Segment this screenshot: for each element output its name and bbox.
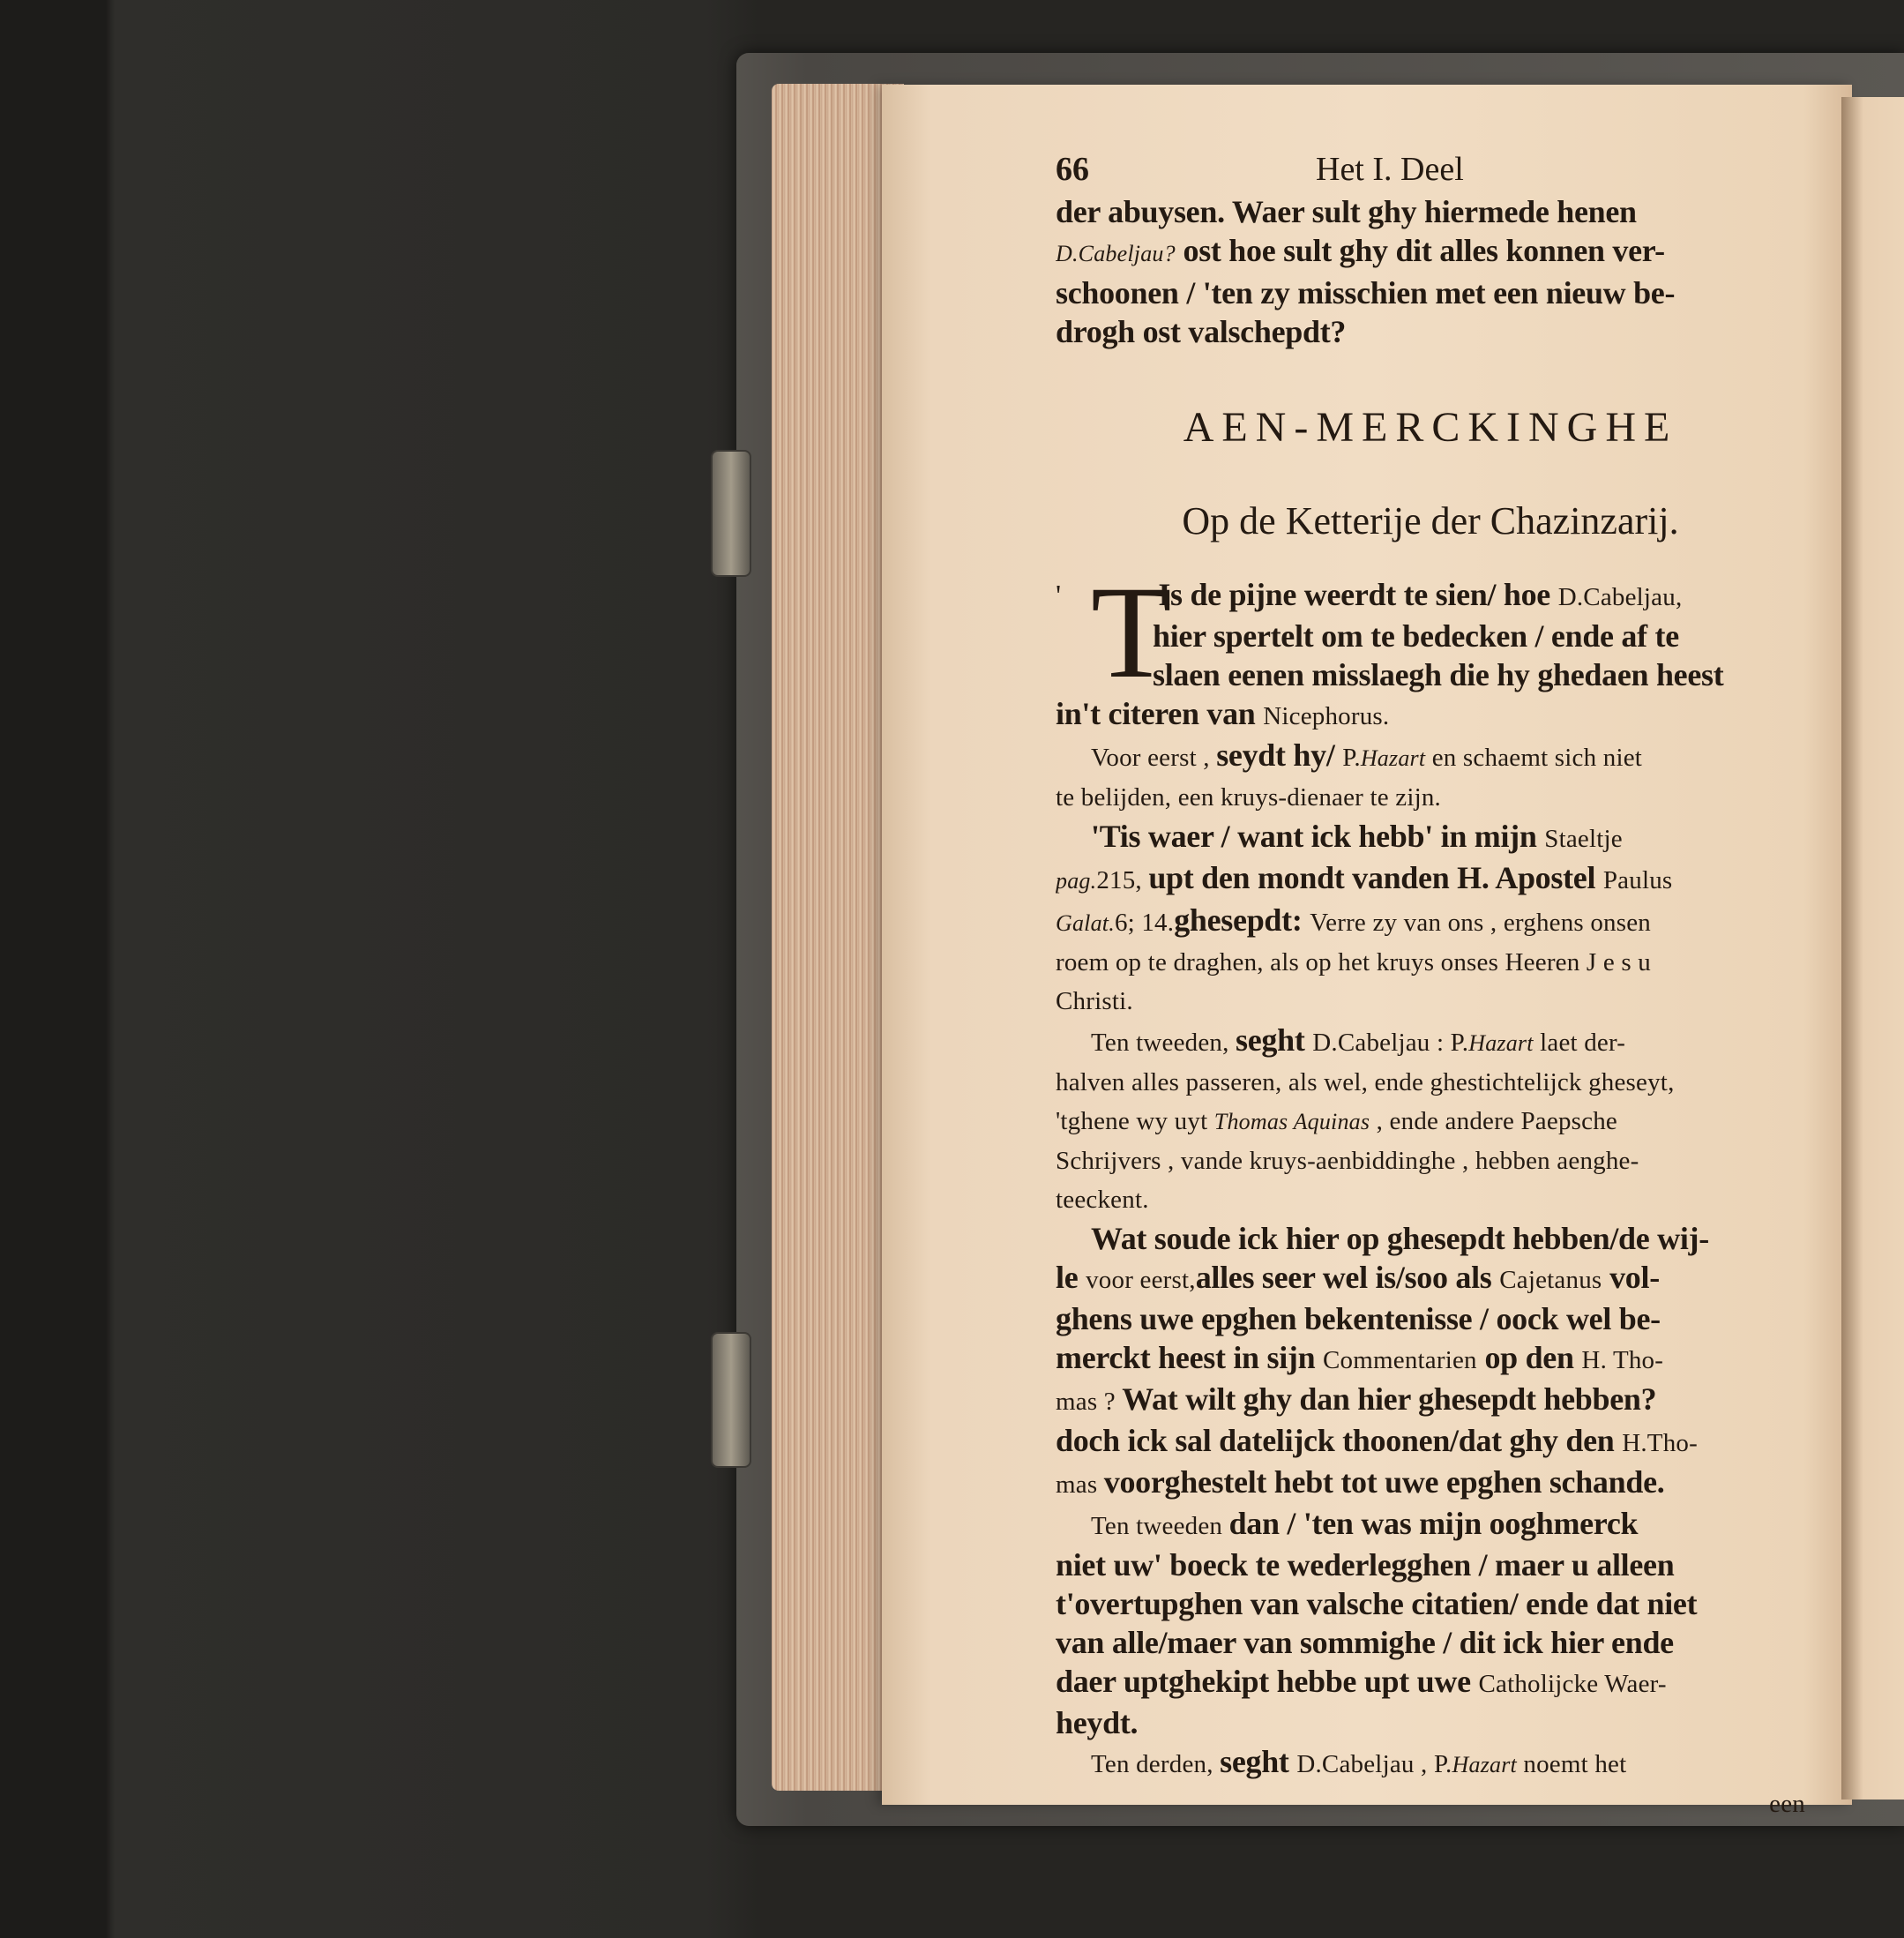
text-line: der abuysen. Waer sult ghy hiermede henen xyxy=(1056,194,1637,229)
opening-lines xyxy=(1056,192,1805,351)
text-line: daer uptghekipt hebbe upt uwe Catholijcke Waer- xyxy=(1056,1664,1667,1699)
text-line: van alle/maer van sommighe / dit ick hier ende xyxy=(1056,1625,1674,1660)
text-line: slaen eenen misslaegh die hy ghedaen heest xyxy=(1153,657,1724,692)
text-line: ' Is de pijne weerdt te sien/ hoe D.Cabeljau, xyxy=(1056,577,1683,612)
text-line: Ten tweeden, seght D.Cabeljau : P.Hazart laet der- xyxy=(1091,1022,1626,1058)
text-line: le voor eerst,alles seer wel is/soo als Cajetanus vol- xyxy=(1056,1260,1660,1295)
text-line: heydt. xyxy=(1056,1705,1139,1740)
paragraph-6 xyxy=(1056,1504,1805,1742)
text-line: Galat.6; 14.ghesepdt: Verre zy van ons , erghens onsen xyxy=(1056,902,1652,938)
paragraph-4 xyxy=(1056,1021,1805,1219)
page-number: 66 xyxy=(1056,151,1089,188)
text-line: 'tghene wy uyt Thomas Aquinas , ende andere Paepsche xyxy=(1056,1107,1617,1135)
text-line: Schrijvers , vande kruys-aenbiddinghe , hebben aenghe- xyxy=(1056,1147,1639,1175)
running-title: Het I. Deel xyxy=(1316,151,1464,188)
text-line: roem op te draghen, als op het kruys onses Heeren J e s u xyxy=(1056,948,1652,976)
clasp-top xyxy=(711,450,751,577)
text-line: Ten derden, seght D.Cabeljau , P.Hazart noemt het xyxy=(1091,1744,1627,1779)
text-line: mas ? Wat wilt ghy dan hier ghesepdt hebben? xyxy=(1056,1381,1657,1417)
facing-page-edge xyxy=(1841,97,1904,1800)
text-line: t'overtupghen van valsche citatien/ ende dat niet xyxy=(1056,1586,1698,1621)
paragraph-3 xyxy=(1056,817,1805,1021)
text-line: drogh ost valschepdt? xyxy=(1056,314,1347,349)
text-line: hier spertelt om te bedecken / ende af te xyxy=(1153,618,1679,654)
text-line: merckt heest in sijn Commentarien op den H. Tho- xyxy=(1056,1340,1664,1375)
paragraph-1 xyxy=(1056,559,1805,736)
catchword: een xyxy=(1769,1790,1805,1818)
text-line: 'Tis waer / want ick hebb' in mijn Staeltje xyxy=(1091,819,1623,854)
clasp-bottom xyxy=(711,1332,751,1468)
text-line: mas voorghestelt hebt tot uwe epghen schande. xyxy=(1056,1464,1665,1500)
paragraph-7 xyxy=(1056,1742,1805,1823)
text-line: Ten tweeden dan / 'ten was mijn ooghmerck xyxy=(1091,1506,1639,1541)
text-line: niet uw' boeck te wederlegghen / maer u alleen xyxy=(1056,1547,1675,1583)
drop-cap: T xyxy=(1091,559,1172,706)
paragraph-5 xyxy=(1056,1219,1805,1504)
text-line: doch ick sal datelijck thoonen/dat ghy den H.Tho- xyxy=(1056,1423,1698,1458)
text-line: te belijden, een kruys-dienaer te zijn. xyxy=(1056,783,1441,812)
text-line: Voor eerst , seydt hy/ P.Hazart en schaemt sich niet xyxy=(1091,737,1643,773)
text-line: in't citeren van Nicephorus. xyxy=(1056,696,1390,731)
page-text xyxy=(1056,150,1805,1823)
paragraph-2 xyxy=(1056,736,1805,817)
text-line: Christi. xyxy=(1056,987,1133,1015)
text-line: ghens uwe epghen bekentenisse / oock wel be- xyxy=(1056,1301,1661,1336)
text-line: Wat soude ick hier op ghesepdt hebben/de wij- xyxy=(1091,1221,1709,1256)
section-heading: AEN-MERCKINGHE xyxy=(1183,404,1678,451)
text-line: D.Cabeljau? ost hoe sult ghy dit alles konnen ver- xyxy=(1056,233,1665,268)
text-line: schoonen / 'ten zy misschien met een nieuw be- xyxy=(1056,275,1676,311)
text-line: teeckent. xyxy=(1056,1186,1149,1214)
section-subheading: Op de Ketterije der Chazinzarij. xyxy=(1182,499,1679,542)
text-line: halven alles passeren, als wel, ende ghestichtelijck gheseyt, xyxy=(1056,1068,1675,1096)
running-head xyxy=(1056,150,1805,192)
text-line: pag.215, upt den mondt vanden H. Apostel Paulus xyxy=(1056,860,1673,895)
